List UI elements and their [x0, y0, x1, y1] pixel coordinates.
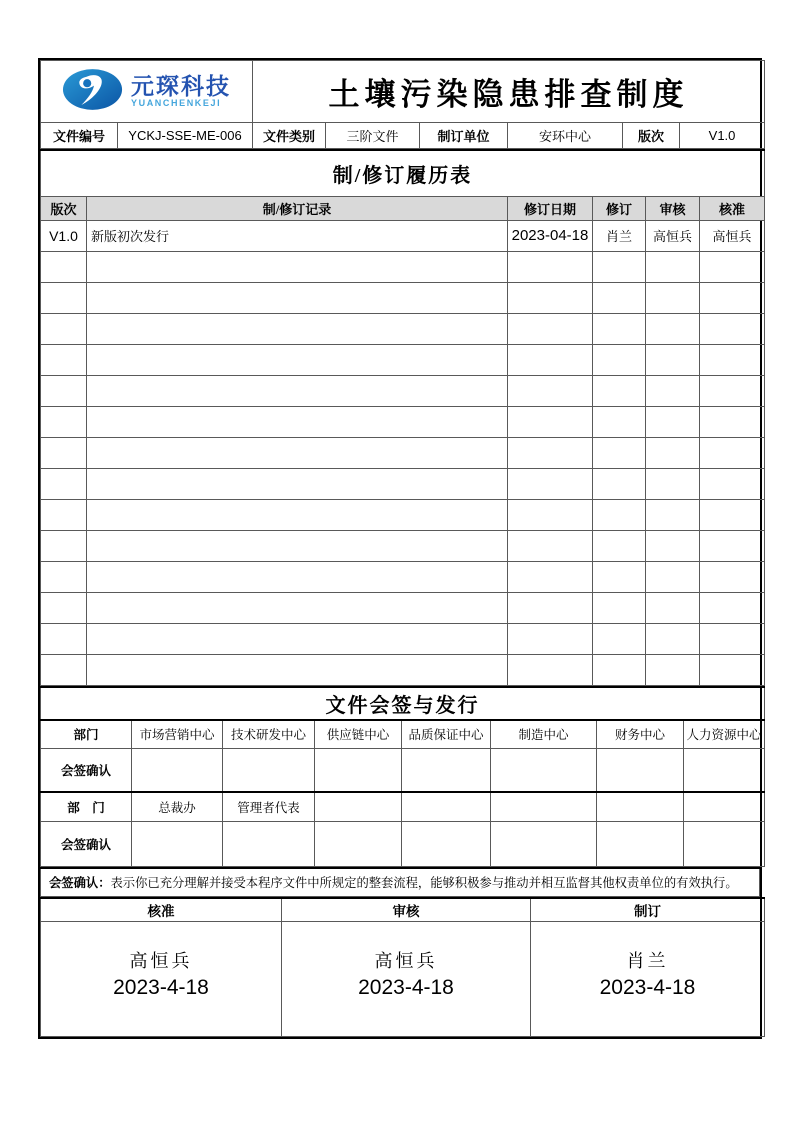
doc-category-value: 三阶文件	[326, 123, 420, 149]
doc-number-label: 文件编号	[41, 123, 118, 149]
dept-cell: 人力资源中心	[684, 720, 765, 749]
draft-header: 制订	[531, 898, 765, 922]
empty-cell	[41, 313, 87, 344]
signature-cell	[223, 822, 315, 867]
empty-cell	[508, 313, 593, 344]
empty-cell	[508, 251, 593, 282]
revision-version: V1.0	[41, 220, 87, 251]
revision-history-table	[40, 149, 765, 686]
dept-row2-label: 部 门	[41, 792, 132, 822]
empty-cell	[646, 313, 700, 344]
approval-table	[40, 897, 765, 1038]
empty-cell	[41, 499, 87, 530]
empty-cell	[646, 530, 700, 561]
countersign-title: 文件会签与发行	[41, 687, 765, 720]
empty-cell	[508, 375, 593, 406]
signature-cell	[684, 822, 765, 867]
issuing-unit-value: 安环中心	[508, 123, 623, 149]
dept-cell: 制造中心	[491, 720, 597, 749]
empty-cell	[593, 654, 646, 685]
empty-cell	[41, 282, 87, 313]
revision-empty-row	[41, 530, 765, 561]
empty-cell	[508, 561, 593, 592]
dept-cell: 市场营销中心	[132, 720, 223, 749]
confirm-row1-label: 会签确认	[41, 749, 132, 792]
col-record: 制/修订记录	[87, 196, 508, 220]
dept-cell	[597, 792, 684, 822]
empty-cell	[593, 468, 646, 499]
empty-cell	[508, 623, 593, 654]
confirm-row2-label: 会签确认	[41, 822, 132, 867]
empty-cell	[41, 623, 87, 654]
col-approved: 核准	[700, 196, 765, 220]
empty-cell	[700, 437, 765, 468]
empty-cell	[41, 344, 87, 375]
empty-cell	[593, 437, 646, 468]
empty-cell	[593, 313, 646, 344]
empty-cell	[87, 375, 508, 406]
header-table	[40, 60, 765, 149]
empty-cell	[508, 592, 593, 623]
empty-cell	[508, 654, 593, 685]
empty-cell	[593, 251, 646, 282]
draft-date: 2023-4-18	[599, 975, 696, 999]
empty-cell	[646, 468, 700, 499]
revision-empty-row	[41, 592, 765, 623]
empty-cell	[41, 406, 87, 437]
empty-cell	[646, 406, 700, 437]
revision-date: 2023-04-18	[508, 220, 593, 251]
signature-cell	[491, 749, 597, 792]
empty-cell	[41, 437, 87, 468]
empty-cell	[646, 437, 700, 468]
empty-cell	[593, 499, 646, 530]
empty-cell	[700, 468, 765, 499]
empty-cell	[593, 282, 646, 313]
empty-cell	[87, 468, 508, 499]
document-page	[38, 58, 762, 1039]
empty-cell	[700, 406, 765, 437]
empty-cell	[87, 251, 508, 282]
revision-empty-rows	[41, 251, 765, 685]
col-version: 版次	[41, 196, 87, 220]
col-date: 修订日期	[508, 196, 593, 220]
dept-cell: 品质保证中心	[402, 720, 491, 749]
signature-cell	[132, 749, 223, 792]
empty-cell	[41, 251, 87, 282]
empty-cell	[700, 499, 765, 530]
dept-cell: 管理者代表	[223, 792, 315, 822]
empty-cell	[700, 313, 765, 344]
dept-cell: 技术研发中心	[223, 720, 315, 749]
empty-cell	[87, 530, 508, 561]
signature-cell	[491, 822, 597, 867]
empty-cell	[87, 654, 508, 685]
empty-cell	[646, 654, 700, 685]
col-revised: 修订	[593, 196, 646, 220]
revision-empty-row	[41, 251, 765, 282]
empty-cell	[87, 623, 508, 654]
empty-cell	[700, 251, 765, 282]
doc-category-label: 文件类别	[253, 123, 326, 149]
empty-cell	[700, 344, 765, 375]
drafter-name: 肖兰	[626, 950, 669, 971]
empty-cell	[87, 561, 508, 592]
empty-cell	[700, 530, 765, 561]
revision-reviewed-by: 高恒兵	[646, 220, 700, 251]
countersign-table	[40, 686, 765, 868]
empty-cell	[646, 499, 700, 530]
version-label: 版次	[623, 123, 680, 149]
empty-cell	[87, 437, 508, 468]
revision-record: 新版初次发行	[87, 220, 508, 251]
note-table	[40, 867, 760, 897]
issuing-unit-label: 制订单位	[420, 123, 508, 149]
approver-name: 高恒兵	[129, 950, 193, 971]
dept-cell: 供应链中心	[315, 720, 402, 749]
empty-cell	[646, 561, 700, 592]
empty-cell	[508, 499, 593, 530]
signature-cell	[402, 822, 491, 867]
dept-cell	[491, 792, 597, 822]
revision-empty-row	[41, 468, 765, 499]
revision-empty-row	[41, 406, 765, 437]
empty-cell	[646, 375, 700, 406]
revision-empty-row	[41, 375, 765, 406]
countersign-note	[41, 868, 760, 896]
signature-cell	[597, 822, 684, 867]
empty-cell	[87, 282, 508, 313]
document-title: 土壤污染隐患排查制度	[253, 61, 765, 123]
empty-cell	[41, 592, 87, 623]
revision-history-title: 制/修订履历表	[41, 150, 765, 196]
empty-cell	[508, 437, 593, 468]
empty-cell	[700, 592, 765, 623]
empty-cell	[700, 623, 765, 654]
empty-cell	[700, 375, 765, 406]
dept-row1-label: 部门	[41, 720, 132, 749]
doc-number-value: YCKJ-SSE-ME-006	[118, 123, 253, 149]
empty-cell	[87, 499, 508, 530]
empty-cell	[41, 654, 87, 685]
signature-cell	[597, 749, 684, 792]
empty-cell	[87, 592, 508, 623]
empty-cell	[646, 282, 700, 313]
signature-cell	[684, 749, 765, 792]
company-logo-icon	[62, 68, 124, 116]
empty-cell	[646, 344, 700, 375]
empty-cell	[700, 561, 765, 592]
empty-cell	[508, 468, 593, 499]
company-name-cn: 元琛科技	[131, 73, 231, 99]
empty-cell	[41, 468, 87, 499]
empty-cell	[508, 282, 593, 313]
approve-date: 2023-4-18	[113, 975, 209, 999]
empty-cell	[593, 530, 646, 561]
empty-cell	[41, 375, 87, 406]
signature-cell	[315, 749, 402, 792]
dept-cell: 财务中心	[597, 720, 684, 749]
empty-cell	[700, 654, 765, 685]
empty-cell	[508, 344, 593, 375]
empty-cell	[87, 344, 508, 375]
empty-cell	[646, 592, 700, 623]
empty-cell	[87, 406, 508, 437]
empty-cell	[41, 561, 87, 592]
revision-empty-row	[41, 437, 765, 468]
revision-approved-by: 高恒兵	[700, 220, 765, 251]
revision-empty-row	[41, 344, 765, 375]
revision-row	[41, 220, 765, 251]
empty-cell	[593, 592, 646, 623]
company-name-en: YUANCHENKEJI	[131, 98, 222, 108]
empty-cell	[593, 375, 646, 406]
draft-signature	[531, 922, 765, 1037]
empty-cell	[700, 282, 765, 313]
empty-cell	[646, 251, 700, 282]
review-header: 审核	[282, 898, 531, 922]
review-signature	[282, 922, 531, 1037]
approve-signature	[41, 922, 282, 1037]
note-text: 表示你已充分理解并接受本程序文件中所规定的整套流程，能够积极参与推动并相互监督其他权责单位的有效执行。	[110, 876, 738, 891]
revision-empty-row	[41, 282, 765, 313]
review-date: 2023-4-18	[358, 975, 454, 999]
col-reviewed: 审核	[646, 196, 700, 220]
note-label: 会签确认：	[49, 876, 111, 891]
approve-header: 核准	[41, 898, 282, 922]
empty-cell	[508, 406, 593, 437]
dept-cell: 总裁办	[132, 792, 223, 822]
dept-cell	[402, 792, 491, 822]
signature-cell	[402, 749, 491, 792]
dept-cell	[315, 792, 402, 822]
signature-cell	[315, 822, 402, 867]
empty-cell	[593, 406, 646, 437]
empty-cell	[593, 344, 646, 375]
empty-cell	[41, 530, 87, 561]
dept-cell	[684, 792, 765, 822]
revision-revised-by: 肖兰	[593, 220, 646, 251]
revision-empty-row	[41, 499, 765, 530]
empty-cell	[508, 530, 593, 561]
empty-cell	[593, 623, 646, 654]
signature-cell	[223, 749, 315, 792]
revision-empty-row	[41, 561, 765, 592]
empty-cell	[646, 623, 700, 654]
signature-cell	[132, 822, 223, 867]
revision-empty-row	[41, 654, 765, 685]
empty-cell	[593, 561, 646, 592]
empty-cell	[87, 313, 508, 344]
version-value: V1.0	[680, 123, 765, 149]
revision-empty-row	[41, 313, 765, 344]
revision-empty-row	[41, 623, 765, 654]
reviewer-name: 高恒兵	[374, 950, 438, 971]
logo-cell	[41, 61, 253, 123]
